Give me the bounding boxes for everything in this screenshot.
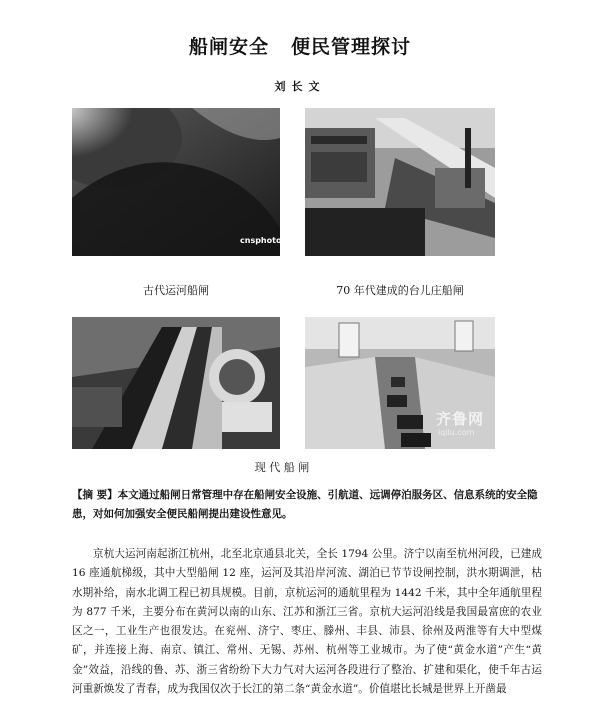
taierzhuang-lock-photo bbox=[305, 108, 495, 256]
ancient-lock-caption: 古代运河船闸 bbox=[143, 284, 209, 297]
abstract bbox=[72, 486, 542, 524]
title-part-2: 便民管理探讨 bbox=[291, 36, 412, 58]
taierzhuang-lock-caption: 70 年代建成的台儿庄船闸 bbox=[336, 284, 464, 297]
modern-lock-aerial-photo bbox=[72, 317, 280, 449]
modern-lock-aerial-image bbox=[72, 317, 280, 449]
modern-lock-caption: 现 代 船 闸 bbox=[254, 461, 310, 474]
body-paragraph bbox=[72, 545, 542, 699]
title-part-1: 船闸安全 bbox=[188, 36, 269, 58]
ancient-lock-photo bbox=[72, 108, 280, 256]
body-paragraph-text: 京杭大运河南起浙江杭州，北至北京通县北关，全长 1794 公里。济宁以南至杭州河段，已建成 16 座通航梯级，其中大型船闸 12 座，运河及其沿岸河流、湖泊已节节设闸控制，洪水期调泄，枯水期补给，南水北调工程已初具规模。目前，京杭运河的通航里程为 1442 千米，其中全年通航里程为 877 千米，主要分布在黄河以南的山东、江苏和浙江三省。京杭大运河沿线是我国最富庶的农业区之一，工业生产也很发达。在兖州、济宁、枣庄、滕州、丰县、沛县、徐州及两淮等有大中型煤矿，并连接上海、南京、镇江、常州、无锡、苏州、杭州等工业城市。为了使“黄金水道”产生“黄金”效益，沿线的鲁、苏、浙三省纷纷下大力气对大运河各段进行了整治、扩建和渠化，使千年古运河重新焕发了青春，成为我国仅次于长江的第二条“黄金水道”。价值堪比长城是世界上开凿最 bbox=[72, 548, 542, 696]
abstract-text: 本文通过船闸日常管理中存在船闸安全设施、引航道、远调停泊服务区、信息系统的安全隐患，对如何加强安全便民船闸提出建设性意见。 bbox=[72, 489, 538, 520]
author-name: 刘长文 bbox=[274, 80, 326, 93]
taierzhuang-lock-image bbox=[305, 108, 495, 256]
ancient-lock-image bbox=[72, 108, 280, 256]
cnsphoto-mark: cnsphoto bbox=[240, 236, 282, 245]
abstract-tag: 【摘 要】 bbox=[72, 489, 118, 501]
watermark-url: iqilu.com bbox=[438, 428, 475, 437]
paper-title bbox=[0, 32, 600, 59]
watermark-name: 齐鲁网 bbox=[436, 410, 485, 428]
